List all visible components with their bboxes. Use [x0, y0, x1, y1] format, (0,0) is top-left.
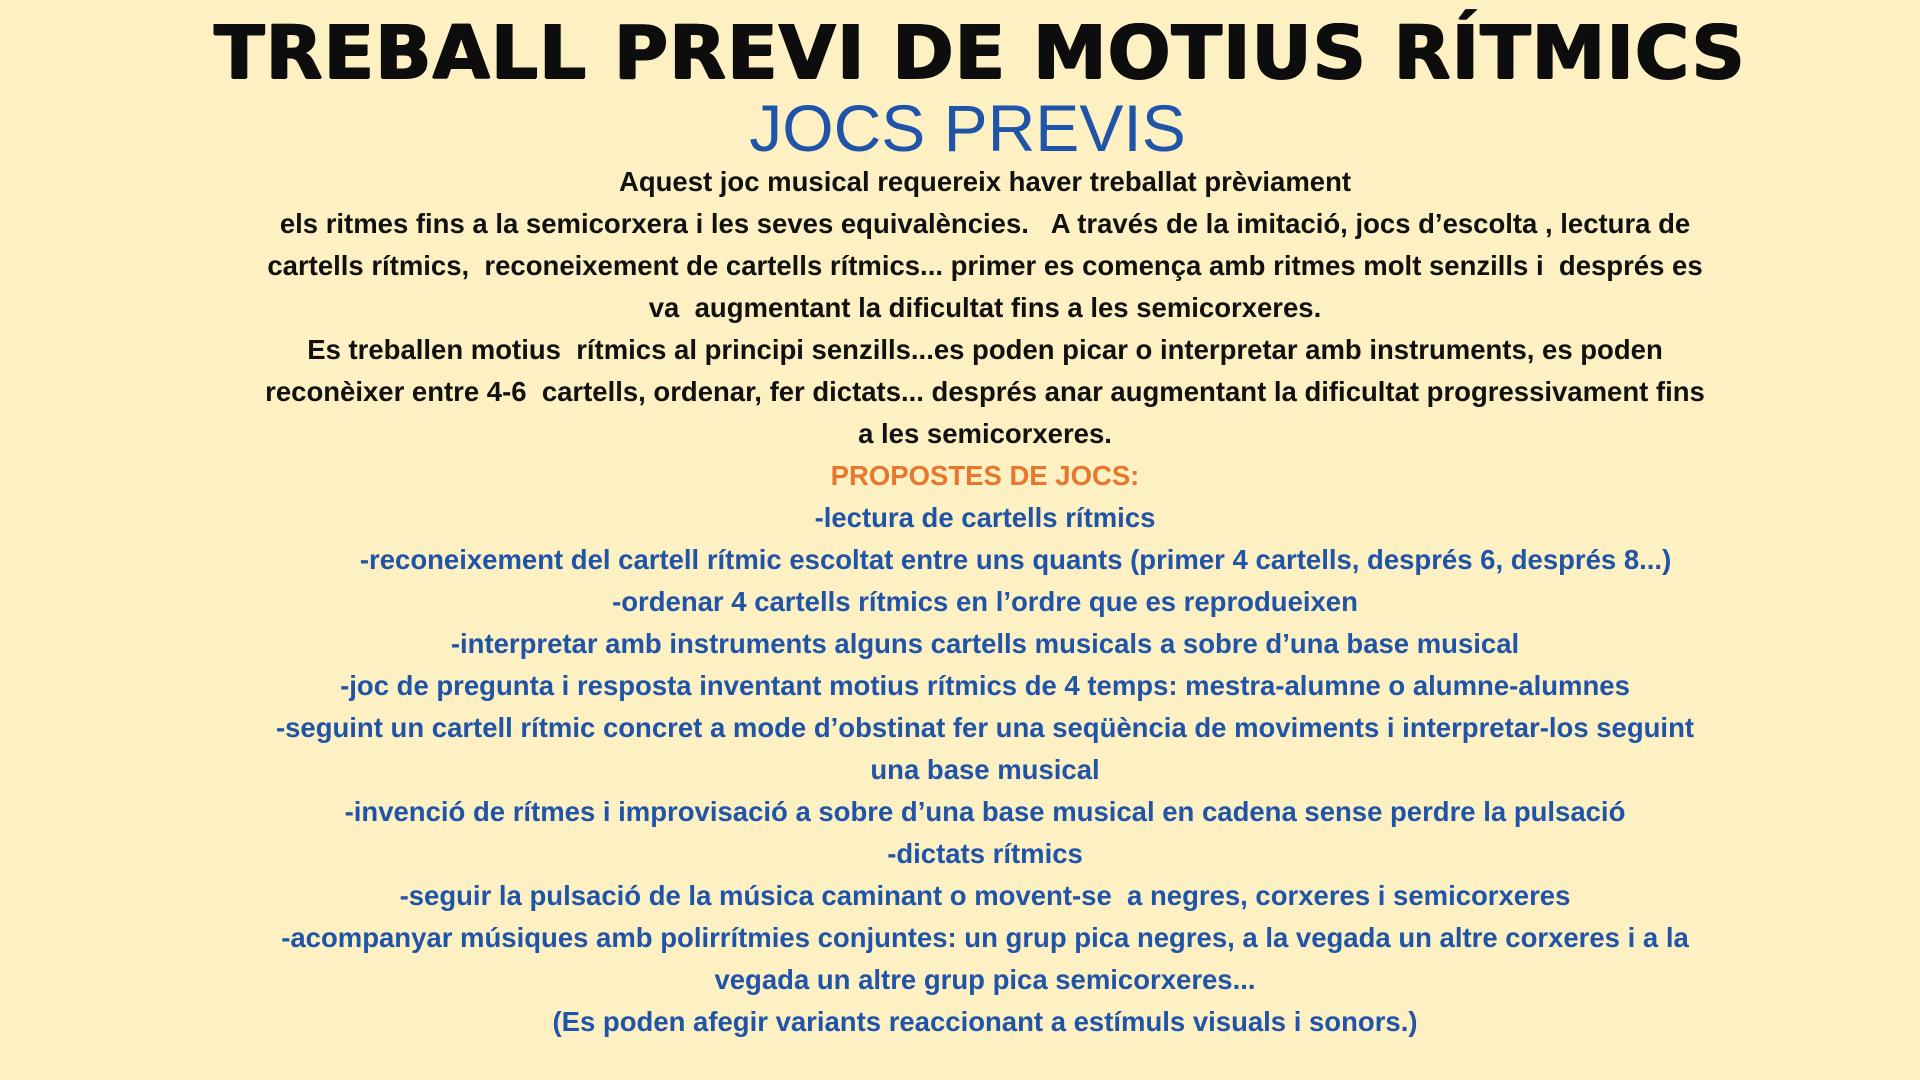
- proposal-line: una base musical: [870, 754, 1100, 785]
- slide-body: [180, 161, 1790, 1043]
- slide-title: TREBALL PREVI DE MOTIUS RÍTMICS: [214, 10, 1746, 96]
- proposal-line: vegada un altre grup pica semicorxeres...: [714, 964, 1256, 995]
- intro-line: Es treballen motius rítmics al principi senzills...es poden picar o interpretar amb instruments, es poden: [307, 334, 1663, 365]
- slide-subtitle: JOCS PREVIS: [749, 91, 1186, 165]
- proposal-line: -ordenar 4 cartells rítmics en l’ordre que es reprodueixen: [612, 586, 1358, 617]
- proposal-line: -interpretar amb instruments alguns cartells musicals a sobre d’una base musical: [450, 628, 1520, 659]
- proposal-line: -dictats rítmics: [887, 838, 1083, 869]
- intro-line: els ritmes fins a la semicorxera i les seves equivalències. A través de la imitació, jocs d’escolta , lectura de: [279, 208, 1691, 239]
- proposal-line: -acompanyar músiques amb polirrítmies conjuntes: un grup pica negres, a la vegada un altre corxeres i a la: [281, 922, 1689, 953]
- intro-line: cartells rítmics, reconeixement de cartells rítmics... primer es comença amb ritmes molt senzills i després es: [267, 250, 1703, 281]
- intro-line: reconèixer entre 4-6 cartells, ordenar, fer dictats... després anar augmentant la dificultat progressivament fins: [265, 376, 1705, 407]
- proposal-line: -reconeixement del cartell rítmic escoltat entre uns quants (primer 4 cartells, després 6, després 8...): [298, 544, 1672, 575]
- proposal-line: -joc de pregunta i resposta inventant motius rítmics de 4 temps: mestra-alumne o alumne-alumnes: [340, 670, 1630, 701]
- intro-line: va augmentant la dificultat fins a les semicorxeres.: [648, 292, 1322, 323]
- proposal-line: -invenció de rítmes i improvisació a sobre d’una base musical en cadena sense perdre la pulsació: [344, 796, 1626, 827]
- proposal-line: -lectura de cartells rítmics: [814, 502, 1156, 533]
- intro-line: a les semicorxeres.: [858, 418, 1112, 449]
- proposal-line: (Es poden afegir variants reaccionant a estímuls visuals i sonors.): [552, 1006, 1418, 1037]
- intro-line: Aquest joc musical requereix haver treballat prèviament: [618, 166, 1352, 197]
- proposals-heading: PROPOSTES DE JOCS:: [830, 460, 1140, 491]
- proposal-line: -seguir la pulsació de la música caminant o movent-se a negres, corxeres i semicorxeres: [399, 880, 1571, 911]
- proposal-line: -seguint un cartell rítmic concret a mode d’obstinat fer una seqüència de moviments i interpretar-los seguint: [275, 712, 1695, 743]
